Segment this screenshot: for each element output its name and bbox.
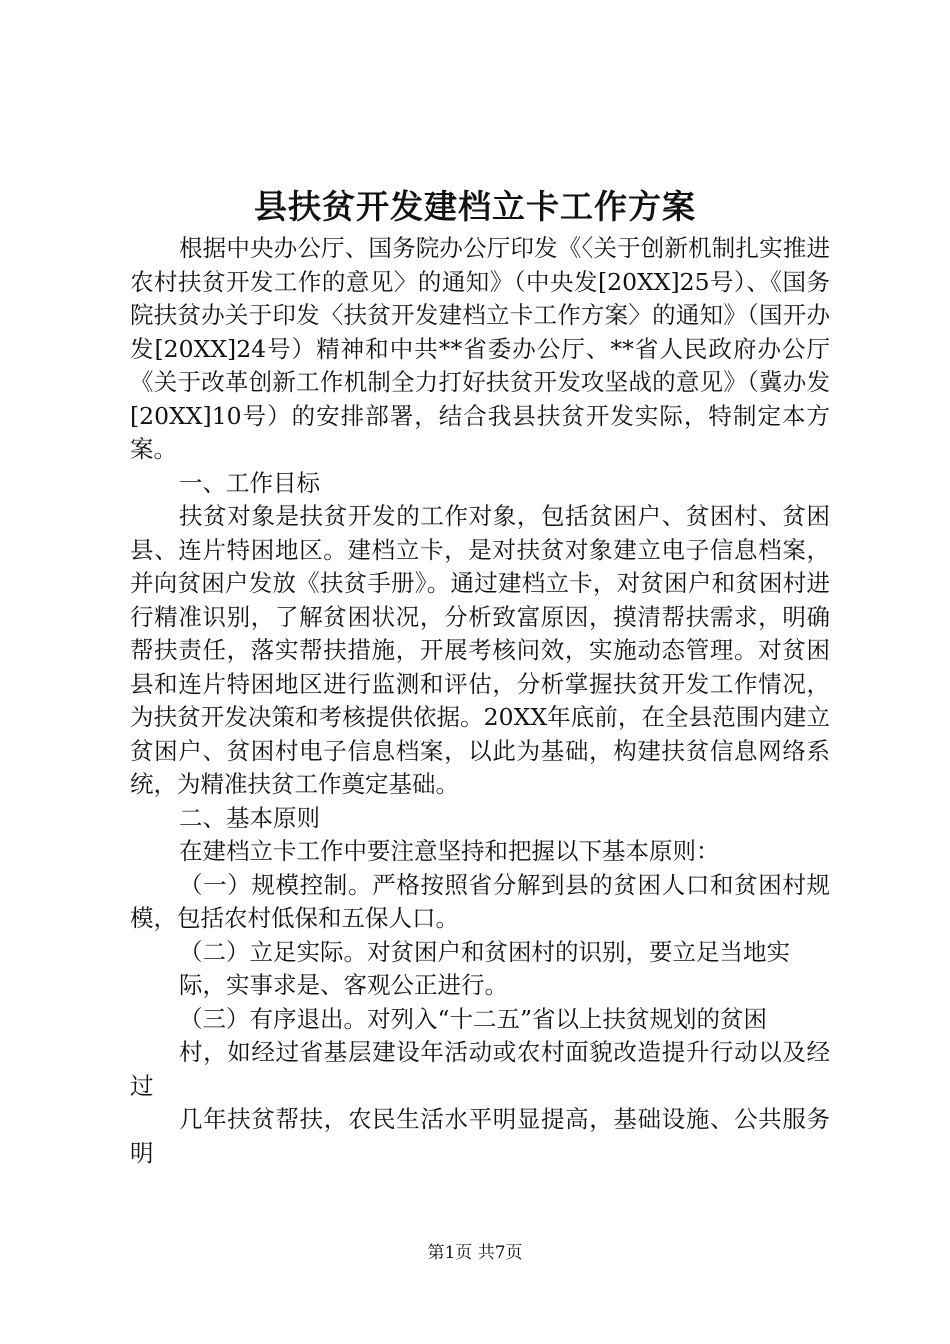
intro-paragraph: 根据中央办公厅、国务院办公厅印发《〈关于创新机制扎实推进农村扶贫开发工作的意见〉的通知》（中央发[20XX]25号）、《国务院扶贫办关于印发〈扶贫开发建档立卡工作方案〉的通知》（国开办发[20XX]24号）精神和中共**省委办公厅、**省人民政府办公厅《关于改革创新工作机制全力打好扶贫开发攻坚战的意见》（冀办发[20XX]10号）的安排部署，结合我县扶贫开发实际，特制定本方案。 xyxy=(130,234,830,463)
principles-intro-paragraph: 在建档立卡工作中要注意坚持和把握以下基本原则： xyxy=(179,837,720,865)
principle-practical-line2: 际，实事求是、客观公正进行。 xyxy=(179,971,508,999)
document-title: 县扶贫开发建档立卡工作方案 xyxy=(254,187,696,226)
document-body xyxy=(130,232,830,1170)
principle-practical-line1: （二）立足实际。对贫困户和贫困村的识别，要立足当地实 xyxy=(179,937,790,966)
page-footer: 第1页 共7页 xyxy=(427,1243,523,1263)
section-heading-principles: 二、基本原则 xyxy=(179,803,320,832)
section-heading-goals: 一、工作目标 xyxy=(179,468,320,497)
principle-exit-line3: 几年扶贫帮扶，农民生活水平明显提高，基础设施、公共服务明 xyxy=(130,1105,830,1167)
principle-exit-line2: 村，如经过省基层建设年活动或农村面貌改造提升行动以及经过 xyxy=(130,1038,830,1100)
goals-paragraph: 扶贫对象是扶贫开发的工作对象，包括贫困户、贫困村、贫困县、连片特困地区。建档立卡，是对扶贫对象建立电子信息档案，并向贫困户发放《扶贫手册》。通过建档立卡，对贫困户和贫困村进行精准识别，了解贫困状况，分析致富原因，摸清帮扶需求，明确帮扶责任，落实帮扶措施，开展考核问效，实施动态管理。对贫困县和连片特困地区进行监测和评估，分析掌握扶贫开发工作情况，为扶贫开发决策和考核提供依据。20XX年底前，在全县范围内建立贫困户、贫困村电子信息档案，以此为基础，构建扶贫信息网络系统，为精准扶贫工作奠定基础。 xyxy=(130,502,830,798)
principle-exit-line1: （三）有序退出。对列入“十二五”省以上扶贫规划的贫困 xyxy=(179,1004,768,1033)
principle-scale-control: （一）规模控制。严格按照省分解到县的贫困人口和贫困村规模，包括农村低保和五保人口。 xyxy=(130,870,830,932)
